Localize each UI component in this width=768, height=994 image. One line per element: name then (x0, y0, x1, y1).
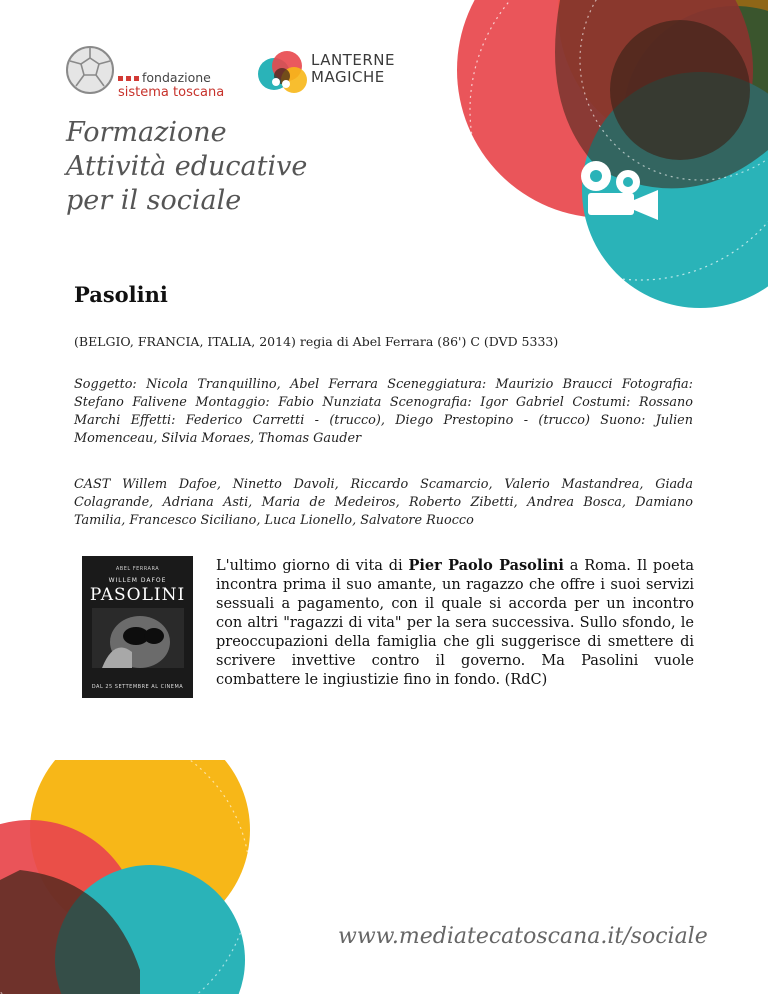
poster-date: DAL 25 SETTEMBRE AL CINEMA (91, 684, 184, 690)
section-heading (66, 116, 307, 218)
footer-url[interactable]: www.mediatecatoscana.it/sociale (338, 924, 708, 949)
fst-logo-line1: fondazione (142, 70, 211, 85)
film-crew: Soggetto: Nicola Tranquillino, Abel Ferrara Sceneggiatura: Maurizio Braucci Fotografia: Stefano Falivene Montaggio: Fabio Nunziata Scenografia: Igor Gabriel Costumi: Rossano Marchi Effetti: Federico Carretti - (trucco), Diego Prestopino - (trucco) Suono: Julien Momenceau, Silvia Moraes, Thomas Gauder (74, 377, 693, 446)
synopsis-intro: L'ultimo giorno di vita di (216, 558, 409, 574)
poster-title: PASOLINI (89, 585, 186, 605)
poster-actor: WILLEM DAFOE (108, 577, 167, 584)
film-title: Pasolini (74, 282, 168, 307)
poster-top-text: ABEL FERRARA (115, 566, 160, 572)
heading-line-1: Formazione (66, 117, 227, 148)
film-poster (82, 556, 193, 698)
film-synopsis (216, 556, 694, 690)
synopsis-body: a Roma. Il poeta incontra prima il suo amante, un ragazzo che offre i suoi servizi sessuali a pagamento, con il quale si accorda per un incontro con altri "ragazzi di vita" per la sera successiva. Sullo sfondo, le preoccupazioni della famiglia che gli suggerisce di smettere di scrivere invettive contro il governo. Ma Pasolini vuole combattere le ingiustizie fino in fondo. (RdC) (216, 558, 694, 688)
film-credits: (BELGIO, FRANCIA, ITALIA, 2014) regia di Abel Ferrara (86') C (DVD 5333) (74, 334, 559, 349)
heading-line-3: per il sociale (66, 185, 242, 216)
lm-logo-line2: MAGICHE (311, 68, 385, 86)
heading-line-2: Attività educative (66, 151, 308, 182)
fst-logo-line2: sistema toscana (118, 85, 225, 100)
synopsis-subject: Pier Paolo Pasolini (408, 557, 564, 574)
film-cast: CAST Willem Dafoe, Ninetto Davoli, Riccardo Scamarcio, Valerio Mastandrea, Giada Colagrande, Adriana Asti, Maria de Medeiros, Roberto Zibetti, Andrea Bosca, Damiano Tamilia, Francesco Siciliano, Luca Lionello, Salvatore Ruocco (74, 477, 693, 528)
poster-portrait (92, 608, 184, 668)
decorative-circles-bottom (0, 760, 300, 994)
lm-logo-line1: LANTERNE (311, 51, 395, 69)
movie-camera-icon (581, 161, 658, 220)
